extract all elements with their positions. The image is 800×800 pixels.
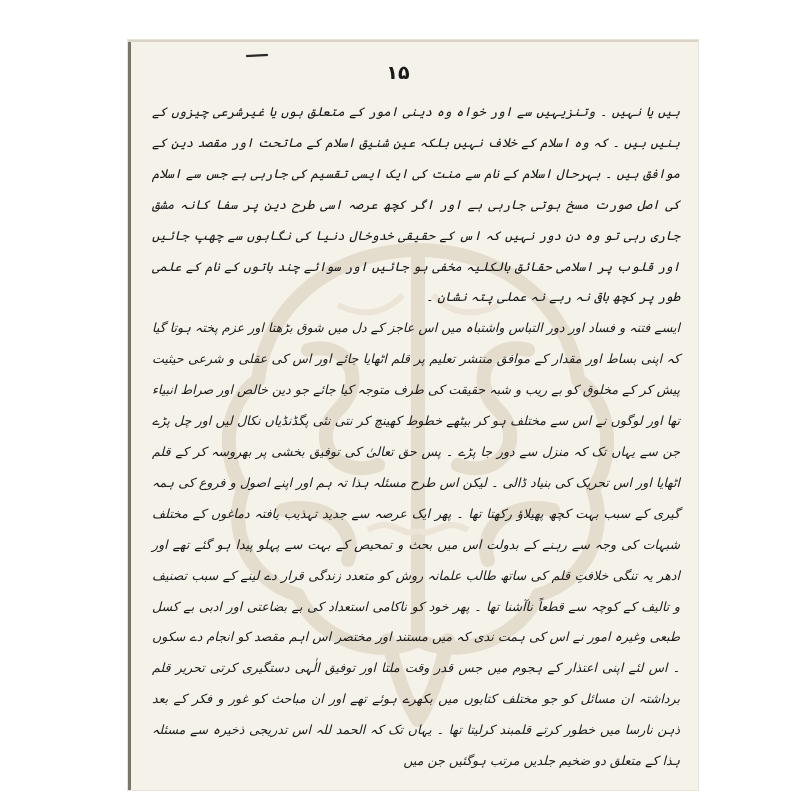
body-text xyxy=(152,97,680,777)
page-binding-shadow xyxy=(128,40,131,790)
page-top-edge xyxy=(128,40,698,42)
paragraph: ہیں یا نہیں ۔ وتنزیہیں سے اور خواہ وہ دینی امور کے متعلق ہوں یا غیرشرعی چیزوں کے بنیں بیں ۔ کہ وہ اسلام کے خلاف نہیں بلکہ عین شنیق اسلام کے ماتحت اور مقصد دین کے موافق ہیں ۔ بہرحال اسلام کے نام سے منت کی ایک ایسی تقسیم کی جارہی ہے جس سے اسلام کی اصل صورت مسخ ہوتی جارہی ہے اور اگر کچھ عرصہ اسی طرح دین پر سفا کانہ مشق جاری رہی تو وہ دن دور نہیں کہ اس کے حقیقی خدوخال دنیا کی نگاہوں سے چھپ جائیں اور قلوب پر اسلامی حقائق بالکلیہ مخفی ہو جائیں اور سوائے چند باتوں کے نام کے علمی طور پر کچھ باقی نہ رہے نہ عملی پتہ نشان ۔ xyxy=(152,104,680,305)
paragraph: ایسے فتنہ و فساد اور دور التباس واشتباہ میں اس عاجز کے دل میں شوق بڑھتا اور عزم پختہ ہوتا گیا کہ اپنی بساط اور مقدار کے موافق منتشر تعلیم پر قلم اٹھایا جائے اور اس کی عقلی و شرعی حیثیت پیش کر کے مخلوق کو بے ریب و شبہ حقیقت کی طرف متوجہ کیا جائے جو دین خالص اور صراط انبیاء تھا اور لوگوں نے اس سے مختلف ہو کر بیٹھے خطوط کھینچ کر نتی نئی پگڈنڈیاں نکال لیں اور چل پڑے جن سے یہاں تک کہ منزل سے دور جا پڑے ۔ پس حق تعالیٰ کی توفیق بخشی پر بھروسہ کر کے قلم اٹھایا اور اس تحریک کی بنیاد ڈالی ۔ لیکن اس طرح مسئلہ ہذا تہ ہم اور اپنے اصول و فروع کی ہمہ گیری کے سبب بہت کچھ پھیلاؤ رکھتا تھا ۔ پھر ایک عرصہ سے جدید تہذیب یافتہ دماغوں کے مختلف شبہات کی وجہ سے رہنے کے بدولت اس میں بحث و تمحیص کے بہت سے پہلو پیدا ہو گئے تھے اور ادھر یہ تنگی خلافتِ قلم کی ساتھ طالب علمانہ روش کو متعدد زندگی قرار دے لینے کے سبب تصنیف و تالیف کے کوچہ سے قطعاً ناآشنا تھا ۔ پھر خود کو ناکامی استعداد کی بے بضاعتی اور ادبی بے کسل طبعی وغیرہ امور نے اس کی ہمت ندی کہ میں مستند اور مختصر اس اہم مقصد کو انجام دے سکوں ۔ اس لئے اپنی اعتذار کے ہجوم میں جس قدر وقت ملتا اور توفیق الٰہی دستگیری کرتی تحریر قلم برداشتہ ان مسائل کو جو مختلف کتابوں میں بکھرے ہوئے تھے اور ان مباحث کو غور و فکر کے بعد ذہن نارسا میں خطور کرتے قلمبند کرلیتا تھا ۔ یہاں تک کہ الحمد للہ اس تدریجی ذخیرہ سے مسئلہ ہذا کے متعلق دو ضخیم جلدیں مرتب ہوگئیں جن میں xyxy=(152,320,680,769)
corner-mark-icon xyxy=(246,52,268,60)
page-number: ۱۵ xyxy=(386,62,410,84)
book-page xyxy=(128,40,698,790)
